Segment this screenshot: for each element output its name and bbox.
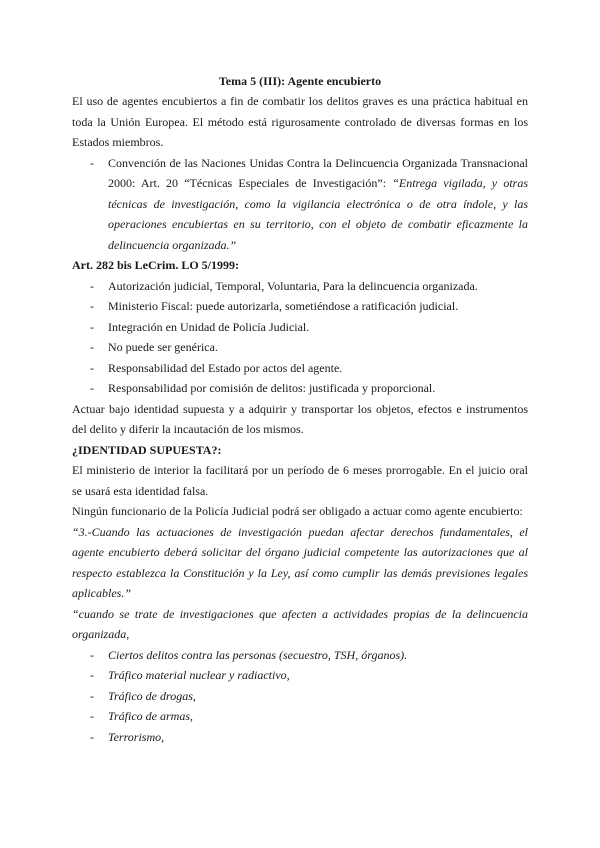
list-item [72, 378, 528, 399]
list-dash: - [90, 319, 94, 334]
no-official-paragraph: Ningún funcionario de la Policía Judicial podrá ser obligado a actuar como agente encubierto: [72, 504, 523, 518]
list-item [72, 665, 528, 686]
list-item-text: Autorización judicial, Temporal, Voluntaria, Para la delincuencia organizada. [108, 278, 478, 293]
list-item [72, 727, 528, 748]
list-dash: - [90, 278, 94, 293]
act-paragraph: Actuar bajo identidad supuesta y a adquirir y transportar los objetos, efectos e instrumentos del delito y diferir la incautación de los mismos. [72, 401, 528, 436]
list-item-text: No puede ser genérica. [108, 340, 218, 354]
list-item [72, 317, 528, 338]
list-item-text: Integración en Unidad de Policía Judicial. [108, 319, 310, 334]
list-dash: - [90, 299, 94, 313]
list-item-text: Responsabilidad del Estado por actos del agente. [108, 360, 343, 375]
list-item-text: Tráfico de drogas, [108, 688, 196, 703]
article-heading: Art. 282 bis LeCrim. LO 5/1999: [72, 258, 239, 272]
list-dash: - [90, 155, 94, 170]
list-dash: - [90, 340, 94, 354]
list-item [72, 337, 528, 358]
document-content [72, 71, 528, 747]
list-item [72, 296, 528, 317]
list-item [72, 645, 528, 666]
list-item-text: Ministerio Fiscal: puede autorizarla, sometiéndose a ratificación judicial. [108, 299, 459, 313]
list-item [72, 706, 528, 727]
intro-paragraph: El uso de agentes encubiertos a fin de combatir los delitos graves es una práctica habitual en toda la Unión Europea. El método está rigurosamente controlado de diversas formas en los Estados miembros. [72, 94, 528, 149]
list-dash: - [90, 381, 94, 395]
identity-paragraph: El ministerio de interior la facilitará por un período de 6 meses prorrogable. En el juicio oral se usará esta identidad falsa. [72, 463, 528, 498]
list-dash: - [90, 729, 94, 744]
quote-article-3: “3.-Cuando las actuaciones de investigación puedan afectar derechos fundamentales, el agente encubierto deberá solicitar del órgano judicial competente las autorizaciones que al respecto establezca la Constitución y la Ley, así como cumplir las demás previsiones legales aplicables.” [72, 524, 528, 600]
convention-item [72, 153, 528, 256]
list-dash: - [90, 647, 94, 662]
list-item [72, 276, 528, 297]
crime-list [72, 645, 528, 748]
list-dash: - [90, 688, 94, 703]
list-item-text: Responsabilidad por comisión de delitos: justificada y proporcional. [108, 381, 436, 395]
list-item-text: Terrorismo, [108, 729, 165, 744]
quote-organized-crime: “cuando se trate de investigaciones que afecten a actividades propias de la delincuencia organizada, [72, 606, 528, 641]
list-item-text: Ciertos delitos contra las personas (secuestro, TSH, órganos). [108, 647, 408, 662]
convention-text: Convención de las Naciones Unidas Contra la Delincuencia Organizada Transnacional 2000: Art. 20 “Técnicas Especiales de Investigación”: [108, 155, 528, 190]
article-list [72, 276, 528, 399]
list-item-text: Tráfico material nuclear y radiactivo, [108, 668, 290, 682]
list-item-text: Tráfico de armas, [108, 709, 194, 723]
identity-heading: ¿IDENTIDAD SUPUESTA?: [72, 442, 222, 457]
list-dash: - [90, 360, 94, 375]
list-item [72, 358, 528, 379]
convention-quote: “Entrega vigilada, y otras técnicas de investigación, como la vigilancia electrónica o de otra índole, y las operaciones encubiertas en su territorio, con el objeto de combatir eficazmente la delincuencia organizada.” [108, 176, 528, 252]
list-item [72, 686, 528, 707]
page-title: Tema 5 (III): Agente encubierto [218, 74, 382, 88]
list-dash: - [90, 668, 94, 682]
list-dash: - [90, 709, 94, 723]
convention-list [72, 153, 528, 256]
